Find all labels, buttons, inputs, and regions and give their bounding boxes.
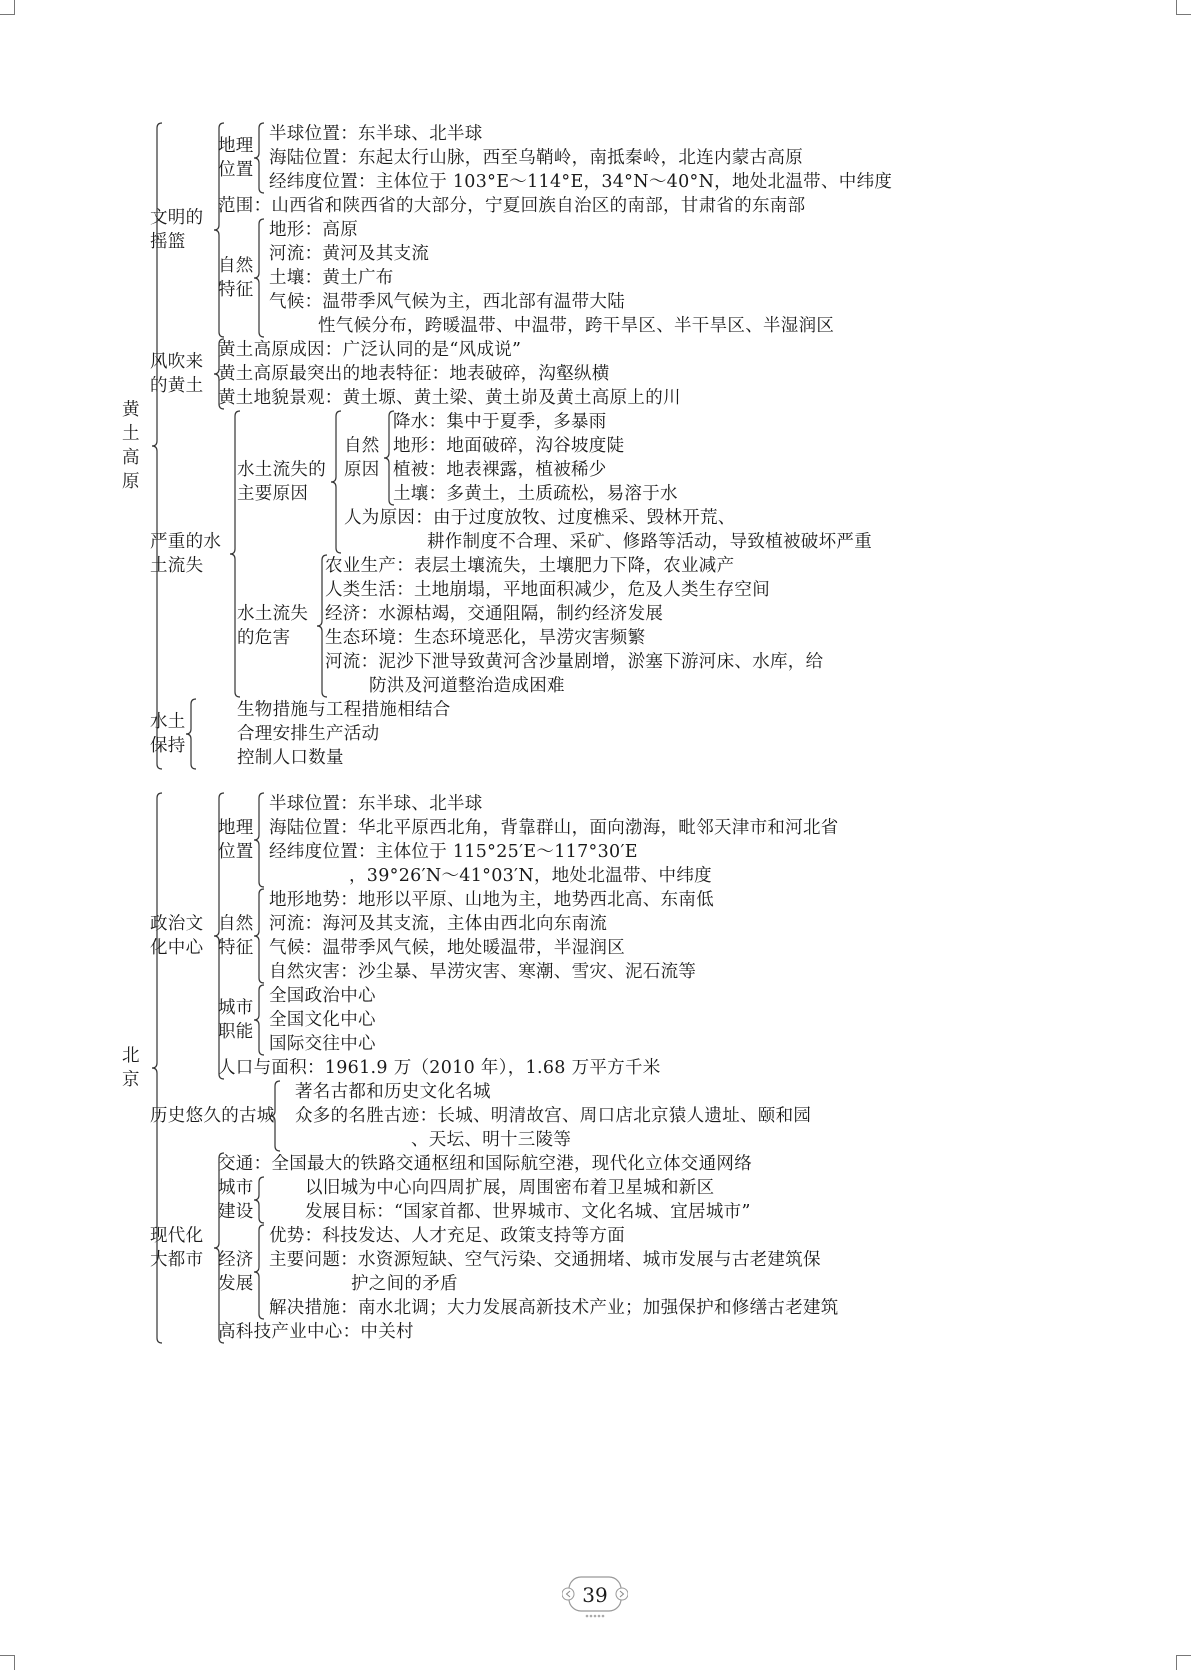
branch-label-1-0-2: 城市职能 <box>218 998 254 1042</box>
branch-label-0-1: 风吹来的黄土 <box>150 352 204 396</box>
leaf-0-2-1-3: 生态环境：生态环境恶化，旱涝灾害频繁 <box>325 628 646 648</box>
leaf-0-3-0: 生物措施与工程措施相结合 <box>237 700 451 720</box>
leaf-1-0-3: 人口与面积：1961.9 万（2010 年），1.68 万平方千米 <box>218 1058 661 1078</box>
branch-label-0-0: 文明的摇篮 <box>150 208 204 252</box>
leaf-0-2-0-1-cont: 耕作制度不合理、采矿、修路等活动，导致植被破坏严重 <box>427 532 872 552</box>
leaf-1-1-1-cont: 、天坛、明十三陵等 <box>411 1130 572 1150</box>
leaf-0-2-1-2: 经济：水源枯竭，交通阻隔，制约经济发展 <box>325 604 664 624</box>
page-number-text: 39 <box>582 1583 608 1607</box>
leaf-1-0-2-1: 全国文化中心 <box>269 1010 376 1030</box>
leaf-0-2-0-0-0: 降水：集中于夏季，多暴雨 <box>393 412 607 432</box>
section-title-0-char-0: 黄 <box>122 400 140 420</box>
brace-0-2 <box>228 410 242 698</box>
leaf-1-1-0: 著名古都和历史文化名城 <box>295 1082 491 1102</box>
leaf-1-0-1-0: 地形地势：地形以平原、山地为主，地势西北高、东南低 <box>269 890 714 910</box>
brace-1-0-1 <box>252 888 266 984</box>
branch-label-1-1: 历史悠久的古城 <box>150 1106 275 1126</box>
brace-1-1 <box>268 1080 282 1152</box>
leaf-1-2-2-1-cont: 护之间的矛盾 <box>351 1274 458 1294</box>
leaf-0-2-0-0-1: 地形：地面破碎，沟谷坡度陡 <box>393 436 625 456</box>
section-title-1-char-0: 北 <box>122 1046 140 1066</box>
branch-label-0-0-0: 地理位置 <box>218 136 254 180</box>
leaf-1-2-2-1: 主要问题：水资源短缺、空气污染、交通拥堵、城市发展与古老建筑保 <box>269 1250 821 1270</box>
leaf-0-0-0-2: 经纬度位置：主体位于 103°E～114°E，34°N～40°N，地处北温带、中纬度 <box>269 172 893 192</box>
section-title-0-char-1: 土 <box>122 424 140 444</box>
brace-1-2-1 <box>252 1176 266 1224</box>
section-title-0-char-2: 高 <box>122 448 140 468</box>
leaf-1-2-2-2: 解决措施：南水北调；大力发展高新技术产业；加强保护和修缮古老建筑 <box>269 1298 839 1318</box>
section-brace-1 <box>150 792 164 1344</box>
leaf-0-3-2: 控制人口数量 <box>237 748 344 768</box>
leaf-0-2-0-0-2: 植被：地表裸露，植被稀少 <box>393 460 607 480</box>
leaf-0-0-2-2: 土壤：黄土广布 <box>269 268 394 288</box>
leaf-1-0-0-0: 半球位置：东半球、北半球 <box>269 794 483 814</box>
leaf-0-1-0: 黄土高原成因：广泛认同的是“风成说” <box>218 340 522 360</box>
branch-label-1-2: 现代化大都市 <box>150 1226 204 1270</box>
leaf-0-0-0-1: 海陆位置：东起太行山脉，西至乌鞘岭，南抵秦岭，北连内蒙古高原 <box>269 148 803 168</box>
branch-label-1-0-1: 自然特征 <box>218 914 254 958</box>
branch-label-1-0-0: 地理位置 <box>218 818 254 862</box>
leaf-1-2-1-1: 发展目标：“国家首都、世界城市、文化名城、宜居城市” <box>305 1202 751 1222</box>
leaf-1-0-0-1: 海陆位置：华北平原西北角，背靠群山，面向渤海，毗邻天津市和河北省 <box>269 818 839 838</box>
brace-1-0-0 <box>252 792 266 888</box>
brace-0-0-0 <box>252 122 266 194</box>
branch-label-0-0-2: 自然特征 <box>218 256 254 300</box>
leaf-0-2-1-4: 河流：泥沙下泄导致黄河含沙量剧增，淤塞下游河床、水库，给 <box>325 652 824 672</box>
brace-1-2-2 <box>252 1224 266 1320</box>
leaf-1-0-1-1: 河流：海河及其支流，主体由西北向东南流 <box>269 914 608 934</box>
leaf-1-0-2-2: 国际交往中心 <box>269 1034 376 1054</box>
branch-label-0-2-0: 水土流失的主要原因 <box>237 460 326 504</box>
leaf-1-2-0: 交通：全国最大的铁路交通枢纽和国际航空港，现代化立体交通网络 <box>218 1154 752 1174</box>
leaf-0-0-2-3: 气候：温带季风气候为主，西北部有温带大陆 <box>269 292 625 312</box>
branch-label-1-2-2: 经济发展 <box>218 1250 254 1294</box>
section-title-0-char-3: 原 <box>122 472 140 492</box>
leaf-0-3-1: 合理安排生产活动 <box>237 724 380 744</box>
branch-label-1-0: 政治文化中心 <box>150 914 204 958</box>
brace-1-0-2 <box>252 984 266 1056</box>
branch-label-1-2-1: 城市建设 <box>218 1178 254 1222</box>
leaf-0-2-0-1: 人为原因：由于过度放牧、过度樵采、毁林开荒、 <box>344 508 736 528</box>
leaf-1-0-0-2-cont: ，39°26′N～41°03′N，地处北温带、中纬度 <box>349 866 712 886</box>
leaf-1-1-1: 众多的名胜古迹：长城、明清故宫、周口店北京猿人遗址、颐和园 <box>295 1106 812 1126</box>
leaf-0-1-2: 黄土地貌景观：黄土塬、黄土梁、黄土峁及黄土高原上的川 <box>218 388 681 408</box>
brace-0-3 <box>184 698 198 770</box>
leaf-1-2-3: 高科技产业中心：中关村 <box>218 1322 414 1342</box>
leaf-0-2-0-0-3: 土壤：多黄土，土质疏松，易溶于水 <box>393 484 678 504</box>
leaf-1-0-1-3: 自然灾害：沙尘暴、旱涝灾害、寒潮、雪灾、泥石流等 <box>269 962 697 982</box>
leaf-1-2-2-0: 优势：科技发达、人才充足、政策支持等方面 <box>269 1226 625 1246</box>
leaf-0-0-2-1: 河流：黄河及其支流 <box>269 244 430 264</box>
leaf-0-0-2-0: 地形：高原 <box>269 220 358 240</box>
branch-label-0-3: 水土保持 <box>150 712 186 756</box>
page-number-badge <box>562 1575 628 1619</box>
leaf-0-2-1-4-cont: 防洪及河道整治造成困难 <box>369 676 565 696</box>
brace-0-0-2 <box>252 218 266 338</box>
section-brace-0 <box>150 122 164 770</box>
leaf-0-0-1: 范围：山西省和陕西省的大部分，宁夏回族自治区的南部，甘肃省的东南部 <box>218 196 806 216</box>
leaf-1-0-2-0: 全国政治中心 <box>269 986 376 1006</box>
leaf-0-1-1: 黄土高原最突出的地表特征：地表破碎，沟壑纵横 <box>218 364 610 384</box>
leaf-1-0-1-2: 气候：温带季风气候，地处暖温带，半湿润区 <box>269 938 625 958</box>
leaf-0-0-2-3-cont: 性气候分布，跨暖温带、中温带，跨干旱区、半干旱区、半湿润区 <box>318 316 835 336</box>
leaf-0-2-1-0: 农业生产：表层土壤流失，土壤肥力下降，农业减产 <box>325 556 735 576</box>
leaf-0-0-0-0: 半球位置：东半球、北半球 <box>269 124 483 144</box>
branch-label-0-2-1: 水土流失的危害 <box>237 604 309 648</box>
leaf-1-2-1-0: 以旧城为中心向四周扩展，周围密布着卫星城和新区 <box>305 1178 715 1198</box>
leaf-1-0-0-2: 经纬度位置：主体位于 115°25′E～117°30′E <box>269 842 638 862</box>
branch-label-0-2-0-0: 自然原因 <box>344 436 380 480</box>
section-title-1-char-1: 京 <box>122 1070 140 1090</box>
branch-label-0-2: 严重的水土流失 <box>150 532 222 576</box>
brace-0-2-0 <box>329 410 343 554</box>
leaf-0-2-1-1: 人类生活：土地崩塌，平地面积减少，危及人类生存空间 <box>325 580 770 600</box>
